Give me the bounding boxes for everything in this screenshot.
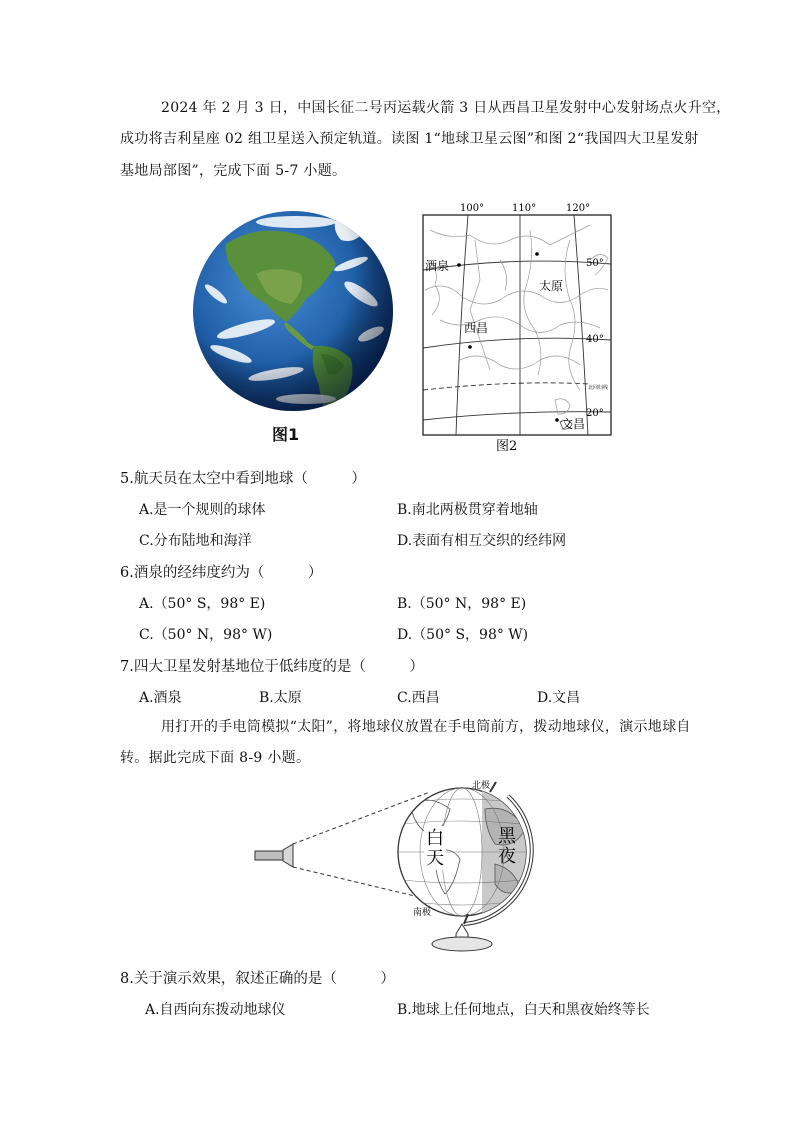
site-dot-xichang [468,345,472,349]
site-label-xichang: 西昌 [464,321,489,335]
site-dot-jiuquan [457,263,461,267]
q6-option-b: B.（50° N，98° E) [397,596,527,612]
north-pole-label: 北极 [472,781,491,791]
intro-line-3: 基地局部图”，完成下面 5-7 小题。 [120,163,347,179]
q5-option-b: B.南北两极贯穿着地轴 [397,502,538,518]
question-6-stem: 6.酒泉的经纬度约为（ ） [120,565,323,581]
intro2-line-1: 用打开的手电筒模拟“太阳”，将地球仪放置在手电筒前方，拨动地球仪，演示地球自 [161,719,691,735]
south-pole-label: 南极 [413,908,432,918]
earth-satellite-image [186,204,400,418]
q6-option-c: C.（50° N，98° W) [139,627,273,643]
launch-base-map [420,200,620,458]
intro2-line-2: 转。据此完成下面 8-9 小题。 [120,750,311,766]
globe-flashlight-diagram [250,774,540,958]
q7-option-c: C.西昌 [397,690,440,706]
question-8-stem: 8.关于演示效果，叙述正确的是（ ） [120,971,395,987]
q7-option-b: B.太原 [259,690,302,706]
lon-label-110: 110° [512,203,537,214]
question-7-stem: 7.四大卫星发射基地位于低纬度的是（ ） [120,659,424,675]
q5-option-d: D.表面有相互交织的经纬网 [397,533,567,549]
site-dot-wenchang [555,418,559,422]
q8-option-a: A.自西向东拨动地球仪 [145,1002,286,1018]
figure-2-caption: 图2 [496,439,518,454]
intro-line-1: 2024 年 2 月 3 日，中国长征二号丙运载火箭 3 日从西昌卫星发射中心发射场点火升空， [161,100,731,116]
q7-option-a: A.酒泉 [139,690,182,706]
q5-option-c: C.分布陆地和海洋 [139,533,252,549]
night-label-2: 夜 [498,846,516,867]
lon-label-120: 120° [566,203,591,214]
flashlight-icon [255,851,283,860]
intro-line-2: 成功将吉利星座 02 组卫星送入预定轨道。读图 1“地球卫星云图”和图 2“我国四大卫星发射 [120,131,699,147]
question-5-stem: 5.航天员在太空中看到地球（ ） [120,471,366,487]
q6-option-a: A.（50° S，98° E) [139,596,266,612]
site-label-wenchang: 文昌 [561,417,586,431]
site-label-taiyuan: 太原 [539,279,564,293]
q6-option-d: D.（50° S，98° W) [397,627,529,643]
site-dot-taiyuan [535,252,539,256]
q8-option-b: B.地球上任何地点，白天和黑夜始终等长 [397,1002,650,1018]
day-label-2: 天 [426,848,444,869]
night-label-1: 黑 [498,826,516,847]
site-label-jiuquan: 酒泉 [425,259,450,273]
figure-1-caption: 图1 [272,425,300,444]
q7-option-d: D.文昌 [537,690,581,706]
q5-option-a: A.是一个规则的球体 [139,502,266,518]
lat-label-50: 50° [586,258,604,269]
lat-label-40: 40° [586,334,604,345]
lon-label-100: 100° [460,203,485,214]
lat-label-20: 20° [586,408,604,419]
tropic-label: 北回归线 [588,385,609,391]
day-label-1: 白 [426,828,444,849]
